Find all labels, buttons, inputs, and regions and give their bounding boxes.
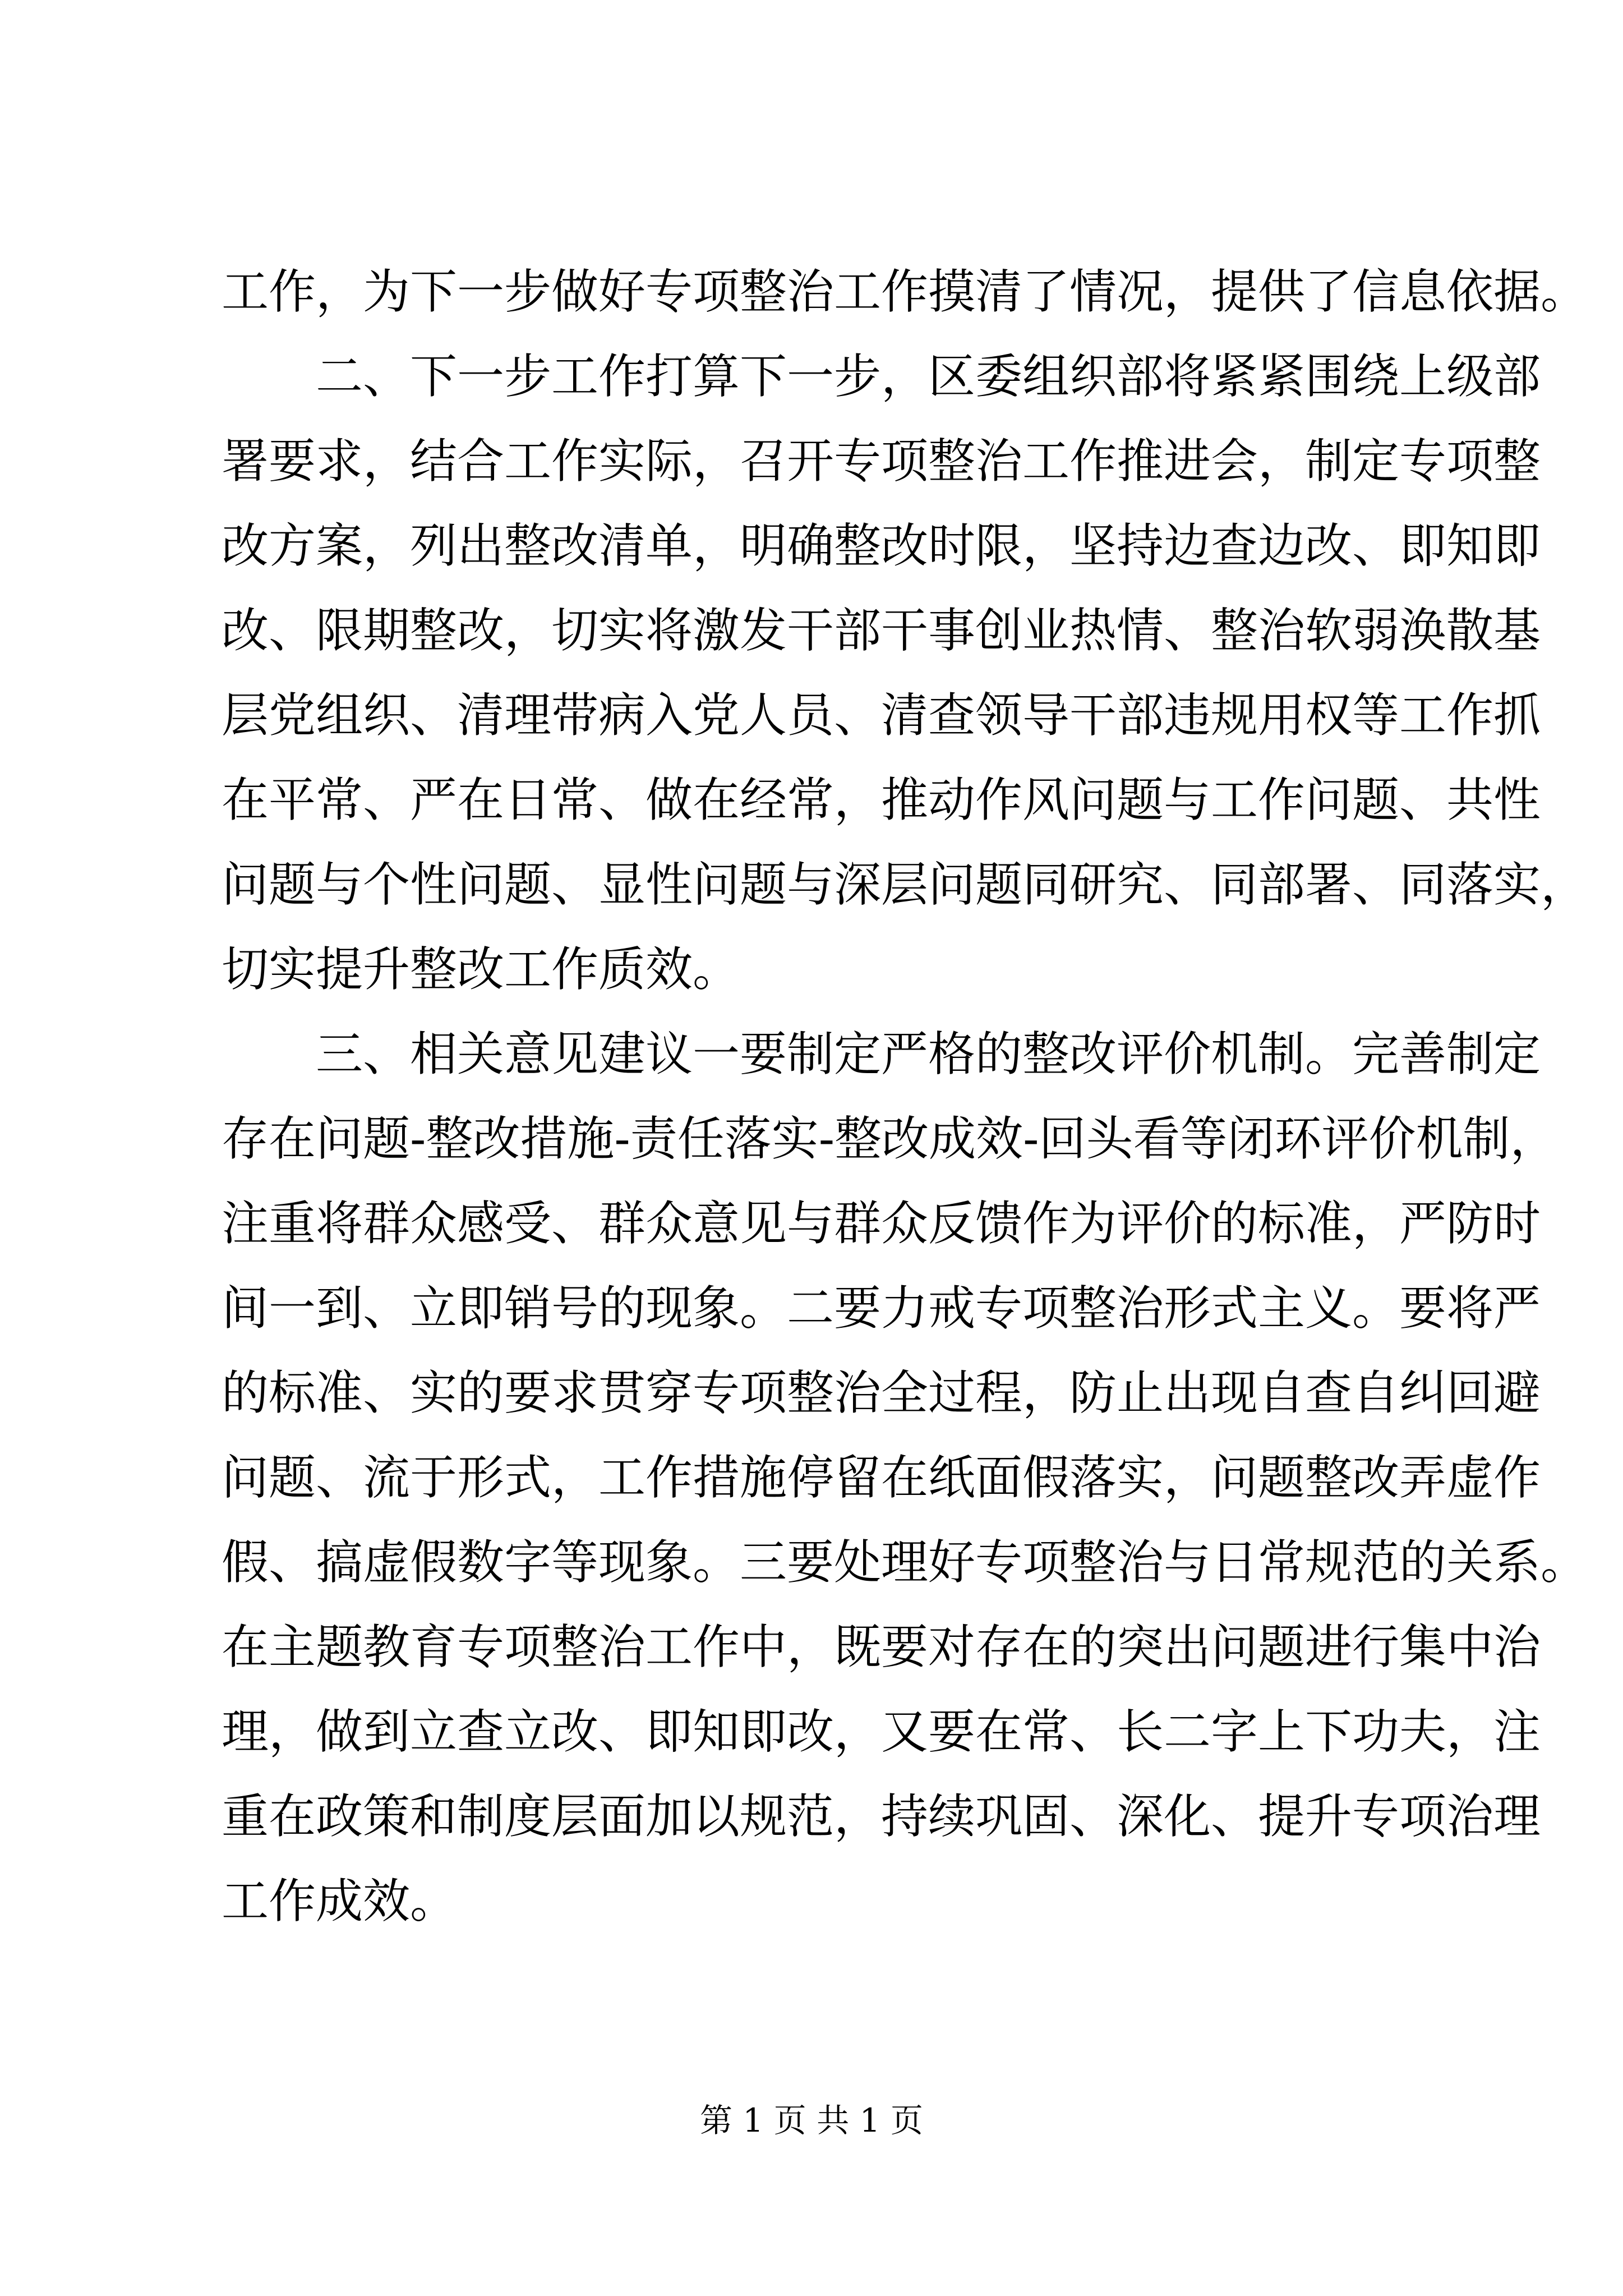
text-line: 在主题教育专项整治工作中，既要对存在的突出问题进行集中治	[222, 1619, 1541, 1674]
text-line: 改方案，列出整改清单，明确整改时限，坚持边查边改、即知即	[222, 518, 1541, 573]
text-line: 假、搞虚假数字等现象。三要处理好专项整治与日常规范的关系。	[222, 1535, 1588, 1590]
text-line: 工作成效。	[222, 1874, 458, 1929]
page-footer: 第 1 页 共 1 页	[700, 2101, 923, 2139]
text-line: 改、限期整改，切实将激发干部干事创业热情、整治软弱涣散基	[222, 603, 1541, 658]
text-line: 切实提升整改工作质效。	[222, 942, 740, 997]
text-line: 二、下一步工作打算下一步，区委组织部将紧紧围绕上级部	[316, 349, 1541, 404]
text-line: 问题、流于形式，工作措施停留在纸面假落实，问题整改弄虚作	[222, 1450, 1541, 1505]
text-line: 工作，为下一步做好专项整治工作摸清了情况，提供了信息依据。	[222, 264, 1588, 319]
text-line: 三、相关意见建议一要制定严格的整改评价机制。完善制定	[316, 1027, 1541, 1082]
text-line: 的标准、实的要求贯穿专项整治全过程，防止出现自查自纠回避	[222, 1365, 1541, 1420]
text-line: 注重将群众感受、群众意见与群众反馈作为评价的标准，严防时	[222, 1196, 1541, 1251]
text-line: 在平常、严在日常、做在经常，推动作风问题与工作问题、共性	[222, 772, 1541, 827]
document-body	[222, 250, 1588, 1944]
text-line: 重在政策和制度层面加以规范，持续巩固、深化、提升专项治理	[222, 1789, 1541, 1844]
text-line: 理，做到立查立改、即知即改，又要在常、长二字上下功夫，注	[222, 1704, 1541, 1759]
text-line: 问题与个性问题、显性问题与深层问题同研究、同部署、同落实，	[222, 857, 1588, 912]
text-line: 间一到、立即销号的现象。二要力戒专项整治形式主义。要将严	[222, 1281, 1541, 1336]
text-line: 署要求，结合工作实际，召开专项整治工作推进会，制定专项整	[222, 434, 1541, 489]
text-line: 存在问题-整改措施-责任落实-整改成效-回头看等闭环评价机制，	[222, 1111, 1557, 1166]
text-line: 层党组织、清理带病入党人员、清查领导干部违规用权等工作抓	[222, 688, 1541, 743]
